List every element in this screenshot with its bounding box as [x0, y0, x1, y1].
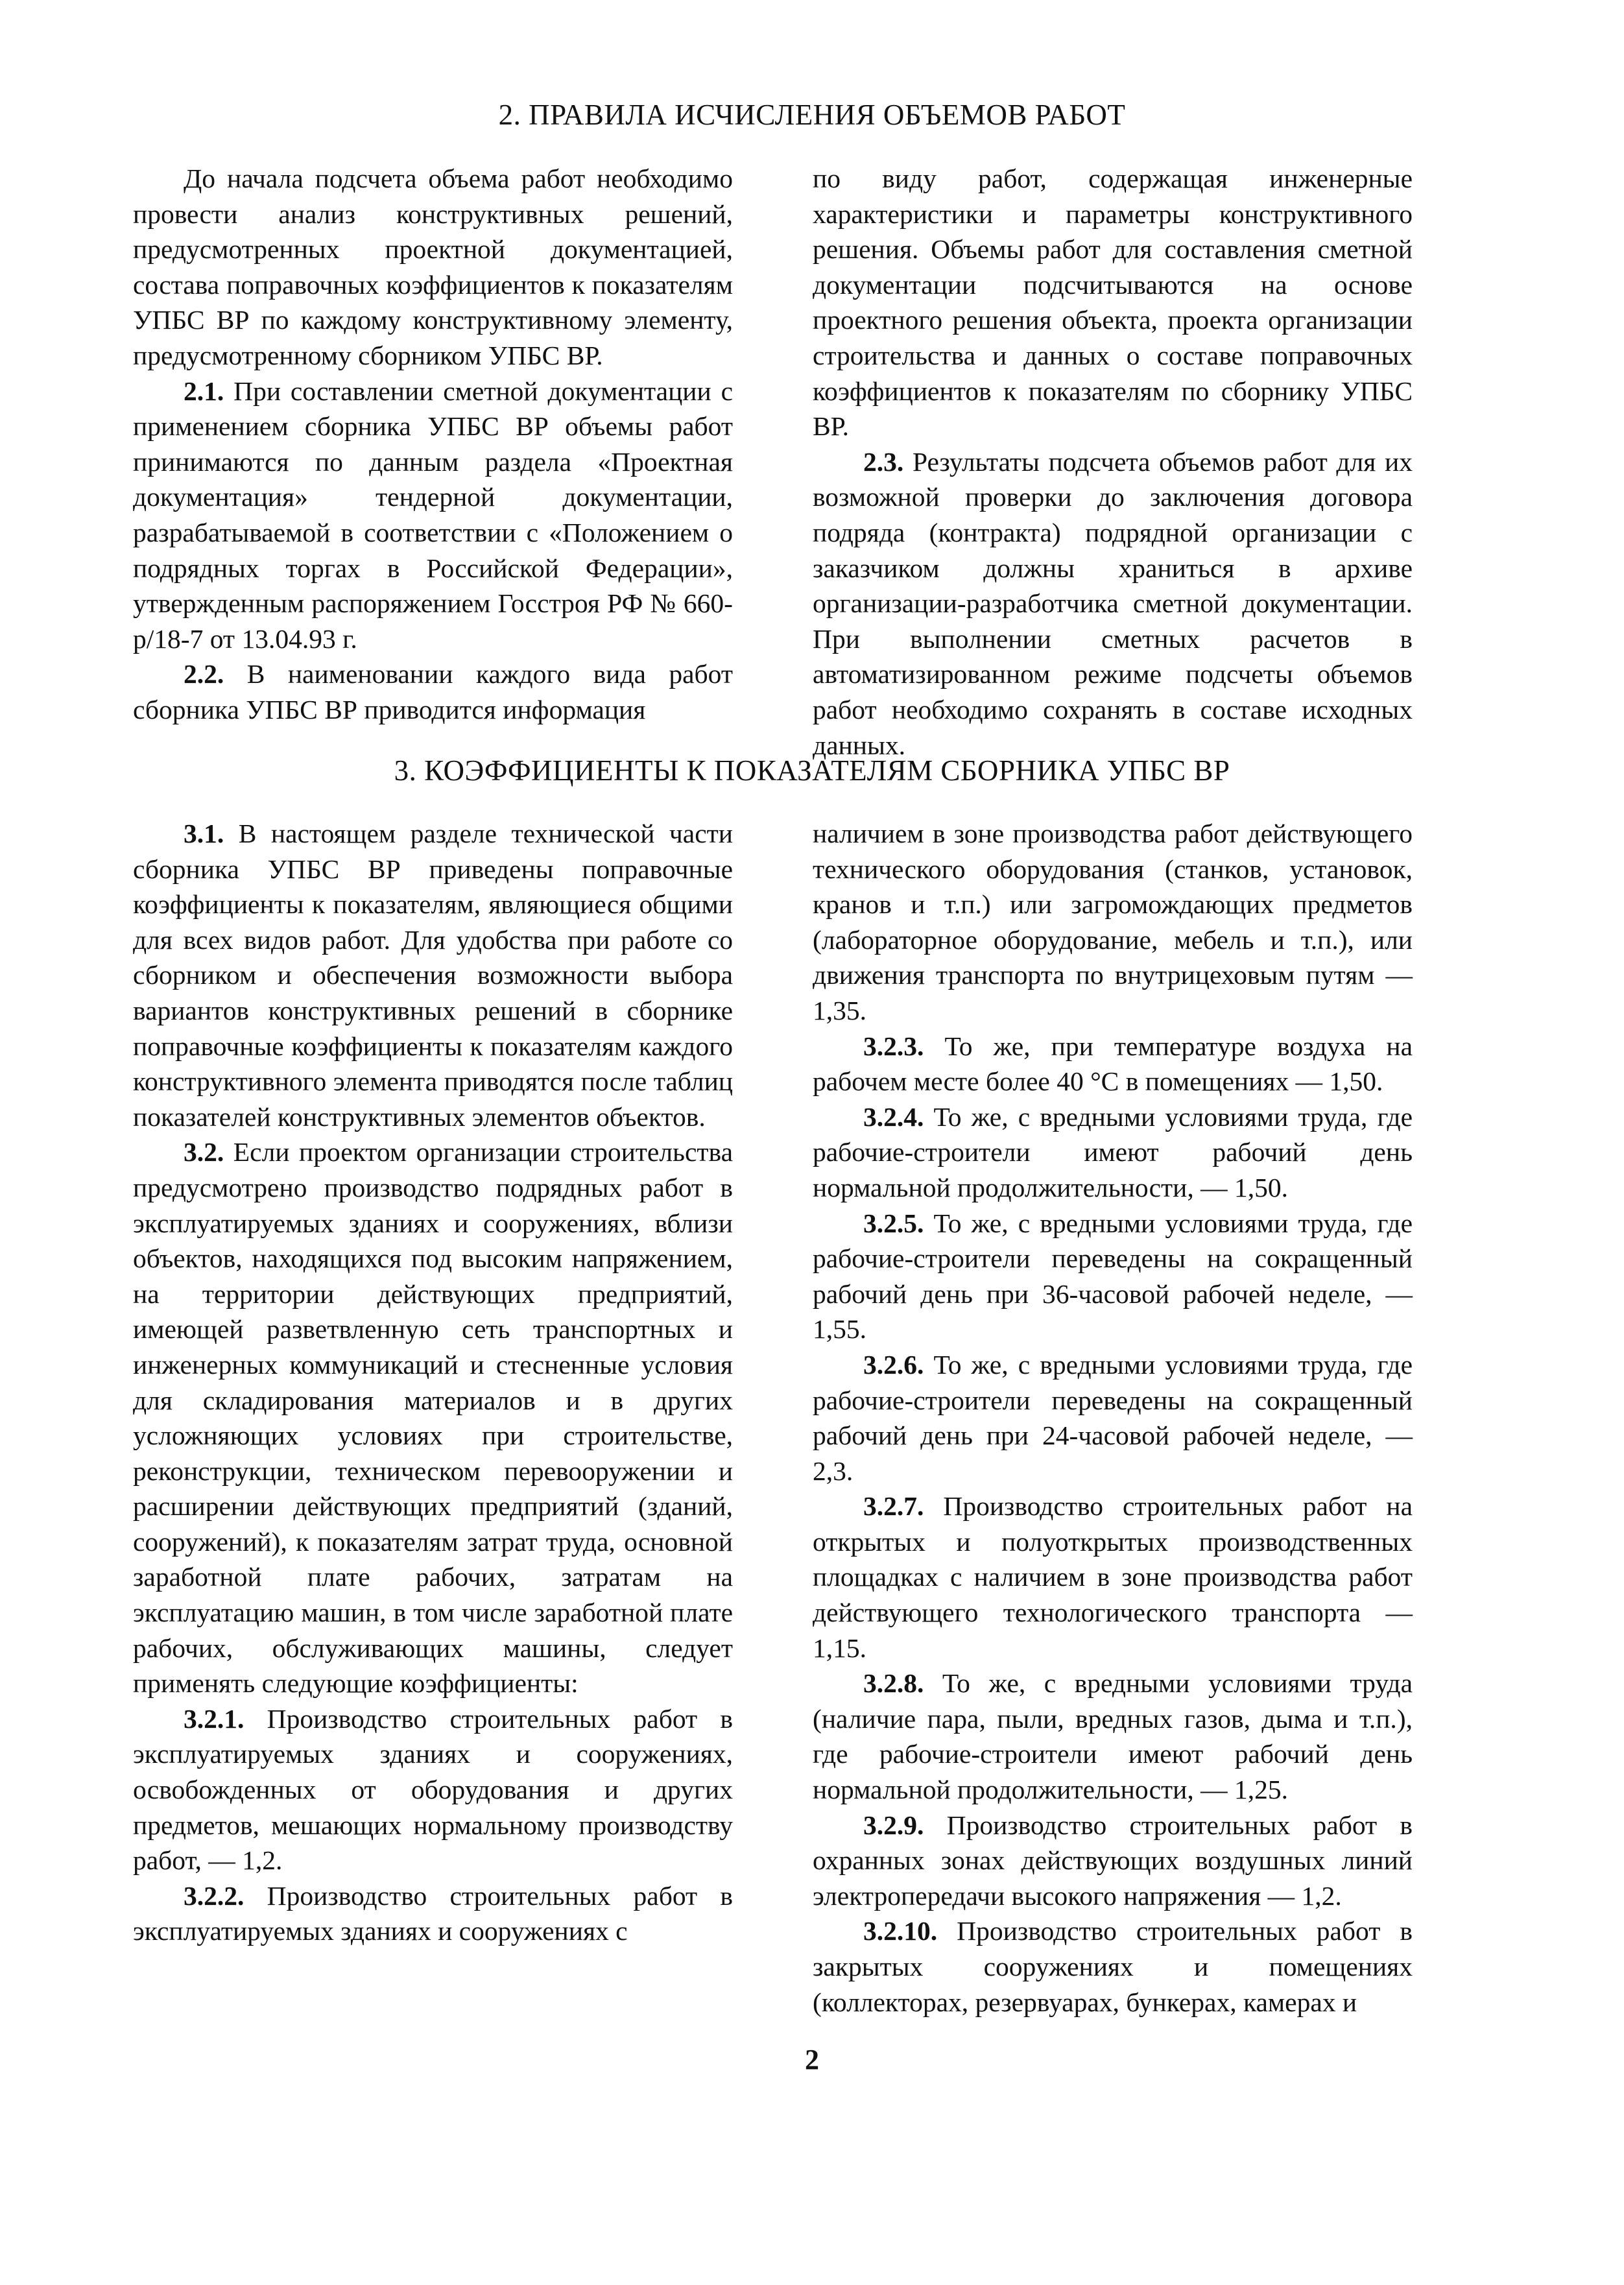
paragraph-3-2-1 — [133, 1701, 733, 1878]
section-2-right-column — [813, 161, 1413, 763]
paragraph-2-1 — [133, 374, 733, 657]
paragraph-3-2-3-text: То же, при температуре воздуха на рабочем месте более 40 °С в помещениях — 1,50. — [813, 1031, 1413, 1097]
paragraph-3-1-text: В настоящем разделе технической части сборника УПБС ВР приведены поправочные коэффициенты к показателям, являющиеся общими для всех видов работ. Для удобства при работе со сборником и обеспечения возможности выбора вариантов конструктивных решений в сборнике поправочные коэффициенты к показателям каждого конструктивного элемента приводятся после таблиц показателей конструктивных элементов объектов. — [133, 819, 733, 1132]
paragraph-2-2-continuation: по виду работ, содержащая инженерные характеристики и параметры конструктивного решения. Объемы работ для составления сметной документации подсчитываются на основе проектного решения объекта, проекта организации строительства и данных о составе поправочных коэффициентов к показателям по сборнику УПБС ВР. — [813, 163, 1413, 442]
paragraph-3-2-4-text: То же, с вредными условиями труда, где рабочие-строители имеют рабочий день нормальной продолжительности, — 1,50. — [813, 1101, 1413, 1202]
paragraph-3-2-3 — [813, 1029, 1413, 1099]
paragraph-3-2 — [133, 1134, 733, 1701]
paragraph-3-2-5 — [813, 1206, 1413, 1347]
section-3-right-column — [813, 816, 1413, 2020]
paragraph-3-2-8-number: 3.2.8. — [863, 1668, 924, 1699]
section-3-left-column — [133, 816, 733, 1949]
paragraph-2-1-number: 2.1. — [184, 376, 224, 406]
paragraph-3-2-2-text: Производство строительных работ в эксплуатируемых зданиях и сооружениях с — [133, 1880, 733, 1946]
paragraph-3-2-1-text: Производство строительных работ в эксплуатируемых зданиях и сооружениях, освобожденных от оборудования и других предметов, мешающих нормальному производству работ, — 1,2. — [133, 1703, 733, 1876]
paragraph-3-2-7 — [813, 1489, 1413, 1666]
paragraph-3-2-9 — [813, 1808, 1413, 1914]
paragraph-3-2-6-number: 3.2.6. — [863, 1349, 924, 1380]
paragraph-3-2-9-text: Производство строительных работ в охранных зонах действующих воздушных линий электропередачи высокого напряжения — 1,2. — [813, 1810, 1413, 1911]
section-2-left-column — [133, 161, 733, 728]
paragraph-3-2-2-number: 3.2.2. — [184, 1880, 245, 1911]
paragraph-3-2-9-number: 3.2.9. — [863, 1810, 924, 1840]
paragraph-3-2-10-number: 3.2.10. — [863, 1916, 938, 1946]
paragraph-3-2-6 — [813, 1347, 1413, 1489]
section-3-heading: 3. КОЭФФИЦИЕНТЫ К ПОКАЗАТЕЛЯМ СБОРНИКА УПБС ВР — [394, 754, 1230, 787]
paragraph-3-2-5-text: То же, с вредными условиями труда, где рабочие-строители переведены на сокращенный рабочий день при 36-часовой рабочей неделе, — 1,55. — [813, 1208, 1413, 1345]
paragraph-2-2-text: В наименовании каждого вида работ сборника УПБС ВР приводится информация — [133, 659, 733, 724]
paragraph-2-1-text: При составлении сметной документации с применением сборника УПБС ВР объемы работ принимаются по данным раздела «Проектная документация» тендерной документации, разрабатываемой в соответствии с «Положением о подрядных торгах в Российской Федерации», утвержденным распоряжением Госстроя РФ № 660-р/18-7 от 13.04.93 г. — [133, 376, 733, 654]
paragraph-3-1-number: 3.1. — [184, 819, 224, 848]
paragraph-3-2-7-number: 3.2.7. — [863, 1491, 924, 1522]
paragraph-3-2-2-continuation: наличием в зоне производства работ действующего технического оборудования (станков, установок, кранов и т.п.) или загромождающих предметов (лабораторное оборудование, мебель и т.п.), или движения транспорта по внутрицеховым путям — 1,35. — [813, 819, 1413, 1025]
section-2-heading: 2. ПРАВИЛА ИСЧИСЛЕНИЯ ОБЪЕМОВ РАБОТ — [498, 99, 1126, 131]
paragraph-3-2-5-number: 3.2.5. — [863, 1208, 924, 1238]
page-number: 2 — [805, 2044, 819, 2076]
paragraph-3-2-6-text: То же, с вредными условиями труда, где рабочие-строители переведены на сокращенный рабочий день при 24-часовой рабочей неделе, — 2,3. — [813, 1349, 1413, 1486]
paragraph-2-2 — [133, 656, 733, 727]
paragraph-3-2-4 — [813, 1099, 1413, 1206]
paragraph-3-1 — [133, 816, 733, 1134]
paragraph-3-2-10-text: Производство строительных работ в закрытых сооружениях и помещениях (коллекторах, резервуарах, бункерах, камерах и — [813, 1916, 1413, 2017]
paragraph-3-2-3-number: 3.2.3. — [863, 1031, 924, 1061]
paragraph-3-2-8-text: То же, с вредными условиями труда (наличие пара, пыли, вредных газов, дыма и т.п.), где рабочие-строители имеют рабочий день нормальной продолжительности, — 1,25. — [813, 1668, 1413, 1805]
paragraph-3-2-number: 3.2. — [184, 1137, 224, 1167]
paragraph-3-2-text: Если проектом организации строительства предусмотрено производство подрядных работ в эксплуатируемых зданиях и сооружениях, вблизи объектов, находящихся под высоким напряжением, на территории действующих предприятий, имеющей разветвленную сеть транспортных и инженерных коммуникаций и стесненные условия для складирования материалов и в других усложняющих условиях при строительстве, реконструкции, техническом перевооружении и расширении действующих предприятий (зданий, сооружений), к показателям затрат труда, основной заработной плате рабочих, затратам на эксплуатацию машин, в том числе заработной плате рабочих, обслуживающих машины, следует применять следующие коэффициенты: — [133, 1137, 733, 1699]
paragraph-2-3-number: 2.3. — [863, 446, 904, 477]
paragraph-2-3 — [813, 444, 1413, 763]
paragraph-2-2-number: 2.2. — [184, 659, 224, 689]
paragraph-3-2-8 — [813, 1666, 1413, 1807]
paragraph-3-2-10 — [813, 1913, 1413, 2020]
paragraph-3-2-1-number: 3.2.1. — [184, 1703, 245, 1734]
paragraph-3-2-7-text: Производство строительных работ на открытых и полуоткрытых производственных площадках с наличием в зоне производства работ действующего технологического транспорта — 1,15. — [813, 1491, 1413, 1663]
paragraph-3-2-4-number: 3.2.4. — [863, 1101, 924, 1132]
paragraph-2-3-text: Результаты подсчета объемов работ для их возможной проверки до заключения договора подряда (контракта) подрядной организации с заказчиком должны храниться в архиве организации-разработчика сметной документации. При выполнении сметных расчетов в автоматизированном режиме подсчеты объемов работ необходимо сохранять в составе исходных данных. — [813, 446, 1413, 760]
section-2-intro-paragraph: До начала подсчета объема работ необходимо провести анализ конструктивных решений, предусмотренных проектной документацией, состава поправочных коэффициентов к показателям УПБС ВР по каждому конструктивному элементу, предусмотренному сборником УПБС ВР. — [133, 163, 733, 370]
paragraph-3-2-2 — [133, 1878, 733, 1949]
